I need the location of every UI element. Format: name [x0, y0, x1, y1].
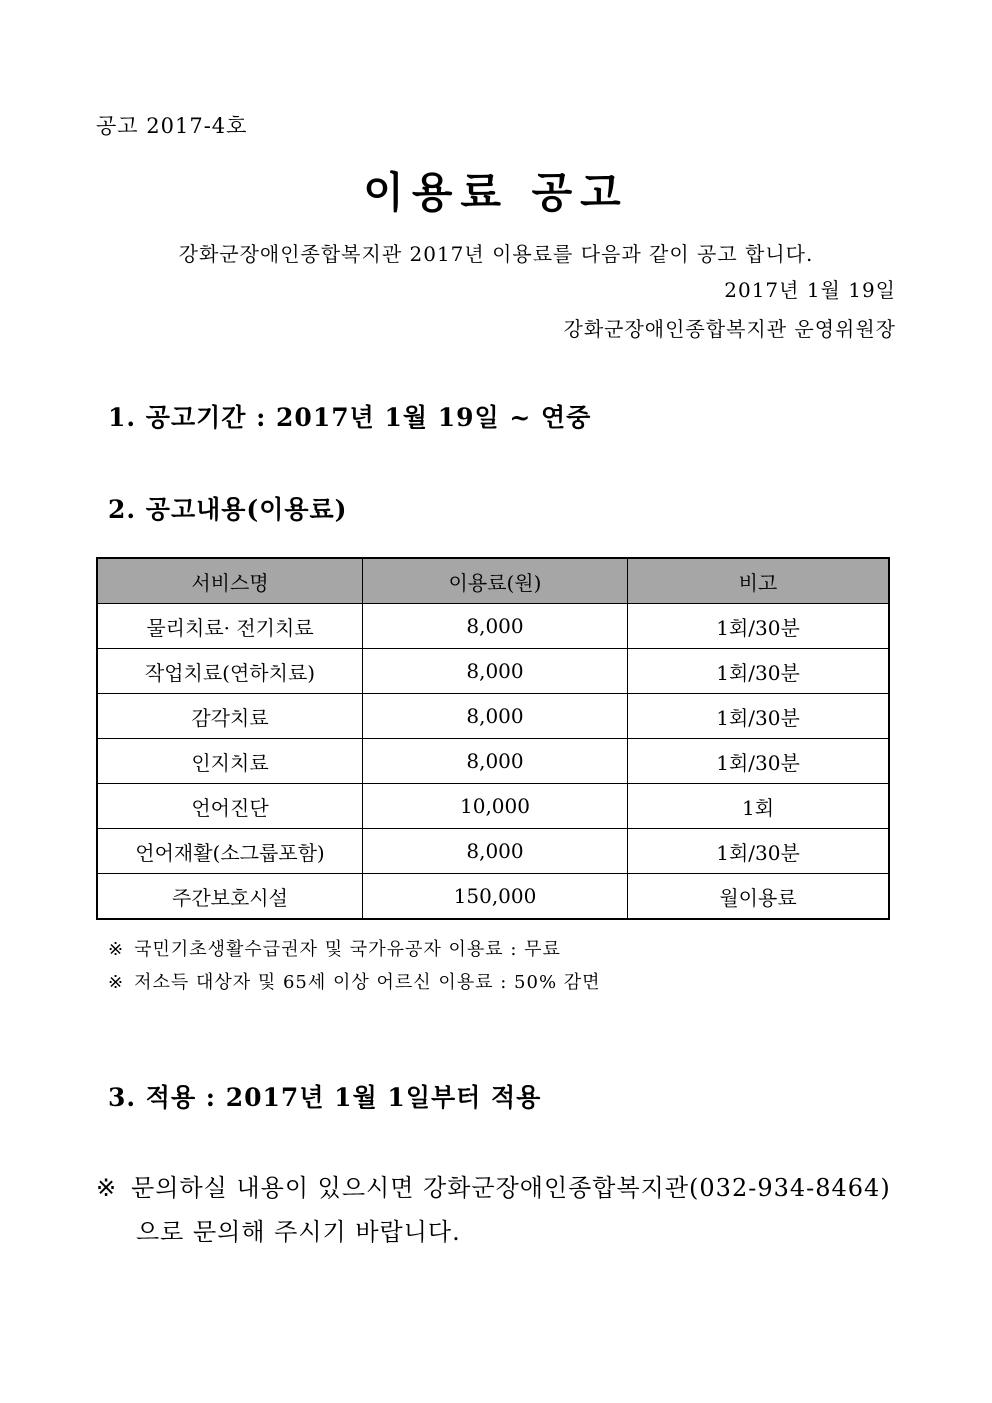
cell-fee: 8,000: [363, 829, 628, 874]
table-row: [97, 784, 889, 829]
cell-remarks: 1회/30분: [628, 604, 890, 649]
cell-remarks: 1회/30분: [628, 829, 890, 874]
reference-mark: ※: [108, 972, 125, 993]
table-row: [97, 829, 889, 874]
section-apply: 3. 적용 : 2017년 1월 1일부터 적용: [108, 1083, 542, 1112]
cell-service: 물리치료· 전기치료: [97, 604, 363, 649]
page-title: 이용료 공고: [363, 168, 629, 217]
cell-service: 언어재활(소그룹포함): [97, 829, 363, 874]
reference-mark: ※: [108, 939, 125, 960]
cell-fee: 8,000: [363, 694, 628, 739]
table-row: [97, 739, 889, 784]
cell-service: 언어진단: [97, 784, 363, 829]
footnote-free: [108, 935, 561, 961]
cell-fee: 10,000: [363, 784, 628, 829]
cell-fee: 150,000: [363, 874, 628, 920]
notice-number: 공고 2017-4호: [96, 114, 248, 138]
inquiry-note: [96, 1166, 906, 1254]
cell-fee: 8,000: [363, 649, 628, 694]
footnote-free-text: 국민기초생활수급권자 및 국가유공자 이용료 : 무료: [134, 939, 561, 960]
cell-remarks: 1회/30분: [628, 739, 890, 784]
section-period: 1. 공고기간 : 2017년 1월 19일 ~ 연중: [108, 403, 592, 432]
header-remarks: 비고: [628, 558, 890, 604]
notice-date: 2017년 1월 19일: [724, 278, 896, 302]
cell-remarks: 1회/30분: [628, 694, 890, 739]
inquiry-line-2: 으로 문의해 주시기 바랍니다.: [136, 1218, 461, 1246]
cell-fee: 8,000: [363, 739, 628, 784]
inquiry-line-1-text: 문의하실 내용이 있으시면 강화군장애인종합복지관(032-934-8464): [131, 1174, 891, 1202]
header-fee: 이용료(원): [363, 558, 628, 604]
cell-service: 주간보호시설: [97, 874, 363, 920]
cell-remarks: 월이용료: [628, 874, 890, 920]
table-row: [97, 649, 889, 694]
cell-remarks: 1회: [628, 784, 890, 829]
table-row: [97, 874, 889, 920]
section-content: 2. 공고내용(이용료): [108, 495, 348, 524]
fee-table: [96, 557, 890, 920]
cell-remarks: 1회/30분: [628, 649, 890, 694]
table-row: [97, 694, 889, 739]
inquiry-line-1: [96, 1166, 906, 1210]
cell-service: 감각치료: [97, 694, 363, 739]
table-row: [97, 604, 889, 649]
reference-mark: ※: [96, 1174, 118, 1202]
header-service-name: 서비스명: [97, 558, 363, 604]
cell-fee: 8,000: [363, 604, 628, 649]
intro-text: 강화군장애인종합복지관 2017년 이용료를 다음과 같이 공고 합니다.: [178, 242, 814, 266]
cell-service: 작업치료(연하치료): [97, 649, 363, 694]
cell-service: 인지치료: [97, 739, 363, 784]
issuer: 강화군장애인종합복지관 운영위원장: [563, 317, 896, 341]
footnote-discount: [108, 968, 601, 994]
footnote-discount-text: 저소득 대상자 및 65세 이상 어르신 이용료 : 50% 감면: [134, 972, 601, 993]
table-header-row: [97, 558, 889, 604]
